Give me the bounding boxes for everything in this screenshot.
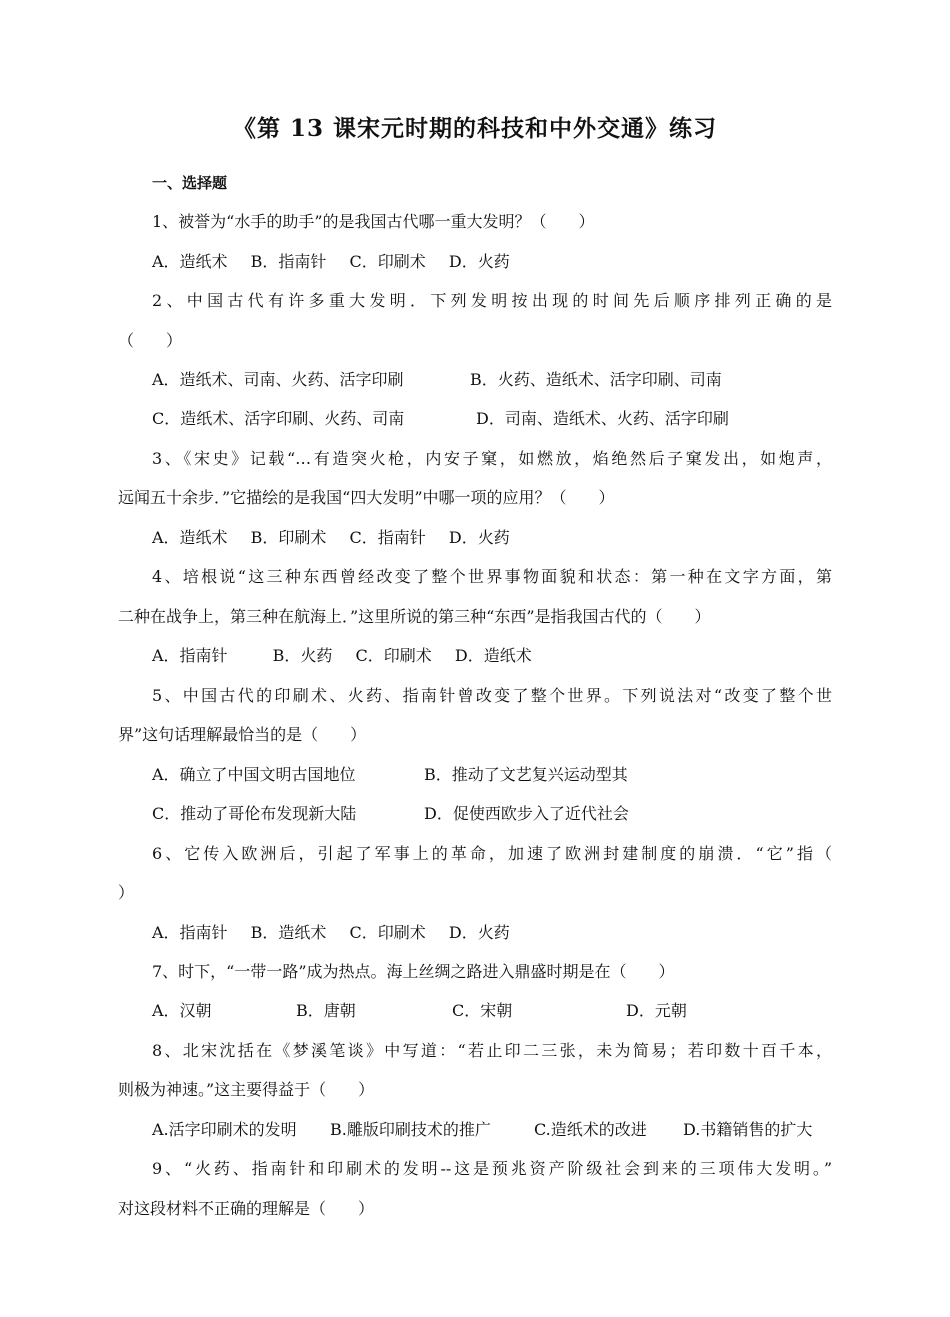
section-heading: 一、选择题 [152,174,228,192]
option-b: B．印刷术 [250,528,327,547]
option-b: B．造纸术 [250,923,327,942]
option-c: C．造纸术、活字印刷、火药、司南 [152,409,405,428]
option-a: A．汉朝 [152,1001,212,1020]
question-3-stem-cont: 远闻五十余步．”它描绘的是我国“四大发明”中哪一项的应用？（ ） [118,488,615,507]
option-b: B．火药、造纸术、活字印刷、司南 [470,370,722,389]
option-b: B．火药 [272,646,333,665]
option-b: B．推动了文艺复兴运动型其 [424,765,628,784]
option-a: A．指南针 [152,923,228,942]
option-d: D．火药 [448,528,510,547]
option-d: D．造纸术 [454,646,532,665]
option-a: A．造纸术 [152,528,228,547]
option-d: D.书籍销售的扩大 [683,1120,813,1139]
question-5-options-row2 [152,803,629,825]
option-a: A．造纸术 [152,252,228,271]
option-b: B．指南针 [250,252,327,271]
question-6-options [152,922,510,944]
document-title: 《第 13 课宋元时期的科技和中外交通》练习 [232,115,718,142]
question-2-stem: 2、中国古代有许多重大发明．下列发明按出现的时间先后顺序排列正确的是 [152,291,832,310]
option-a: A．造纸术、司南、火药、活字印刷 [152,370,404,389]
question-9-stem-cont: 对这段材料不正确的理解是（ ） [118,1199,375,1218]
question-7-stem: 7、时下，“一带一路”成为热点。海上丝绸之路进入鼎盛时期是在（ ） [152,962,675,981]
question-5-stem-cont: 界”这句话理解最恰当的是（ ） [118,725,367,744]
option-a: A．确立了中国文明古国地位 [152,765,356,784]
question-5-options-row1 [152,764,628,786]
option-d: D．促使西欧步入了近代社会 [424,804,629,823]
question-2-stem-cont: （ ） [118,331,183,350]
question-4-options [152,645,532,667]
question-2-options-row2 [152,408,729,430]
question-8-stem: 8、北宋沈括在《梦溪笔谈》中写道：“若止印二三张，未为简易；若印数十百千本， [152,1041,832,1060]
option-d: D．元朝 [626,1001,687,1020]
option-a: A.活字印刷术的发明 [152,1120,297,1139]
option-c: C.造纸术的改进 [534,1120,647,1139]
question-8-options [152,1119,812,1141]
question-4-stem-cont: 二种在战争上，第三种在航海上．”这里所说的第三种“东西”是指我国古代的（ ） [118,607,711,626]
question-1-options [152,251,510,273]
option-d: D．火药 [448,252,510,271]
question-7-options [152,1000,687,1022]
question-3-options [152,527,510,549]
option-c: C．印刷术 [349,252,426,271]
option-d: D．火药 [448,923,510,942]
question-1-stem: 1、被誉为“水手的助手”的是我国古代哪一重大发明？（ ） [152,212,595,231]
option-c: C．印刷术 [355,646,432,665]
question-8-stem-cont: 则极为神速。”这主要得益于（ ） [118,1080,375,1099]
question-9-stem: 9、“火药、指南针和印刷术的发明--这是预兆资产阶级社会到来的三项伟大发明。” [152,1159,832,1178]
question-2-options-row1 [152,369,722,391]
option-b: B．唐朝 [296,1001,356,1020]
option-b: B.雕版印刷技术的推广 [330,1120,491,1139]
question-4-stem: 4、培根说“这三种东西曾经改变了整个世界事物面貌和状态：第一种在文字方面，第 [152,567,832,586]
question-6-stem-cont: ） [118,883,135,902]
question-5-stem: 5、中国古代的印刷术、火药、指南针曾改变了整个世界。下列说法对“改变了整个世 [152,686,832,705]
question-6-stem: 6、它传入欧洲后，引起了军事上的革命，加速了欧洲封建制度的崩溃．“它”指（ [152,844,832,863]
option-d: D．司南、造纸术、火药、活字印刷 [476,409,729,428]
option-c: C．宋朝 [452,1001,513,1020]
option-a: A．指南针 [152,646,228,665]
question-3-stem: 3、《宋史》记载“…有造突火枪，内安子窠，如燃放，焰绝然后子窠发出，如炮声， [152,449,832,468]
option-c: C．推动了哥伦布发现新大陆 [152,804,357,823]
option-c: C．印刷术 [349,923,426,942]
option-c: C．指南针 [349,528,426,547]
